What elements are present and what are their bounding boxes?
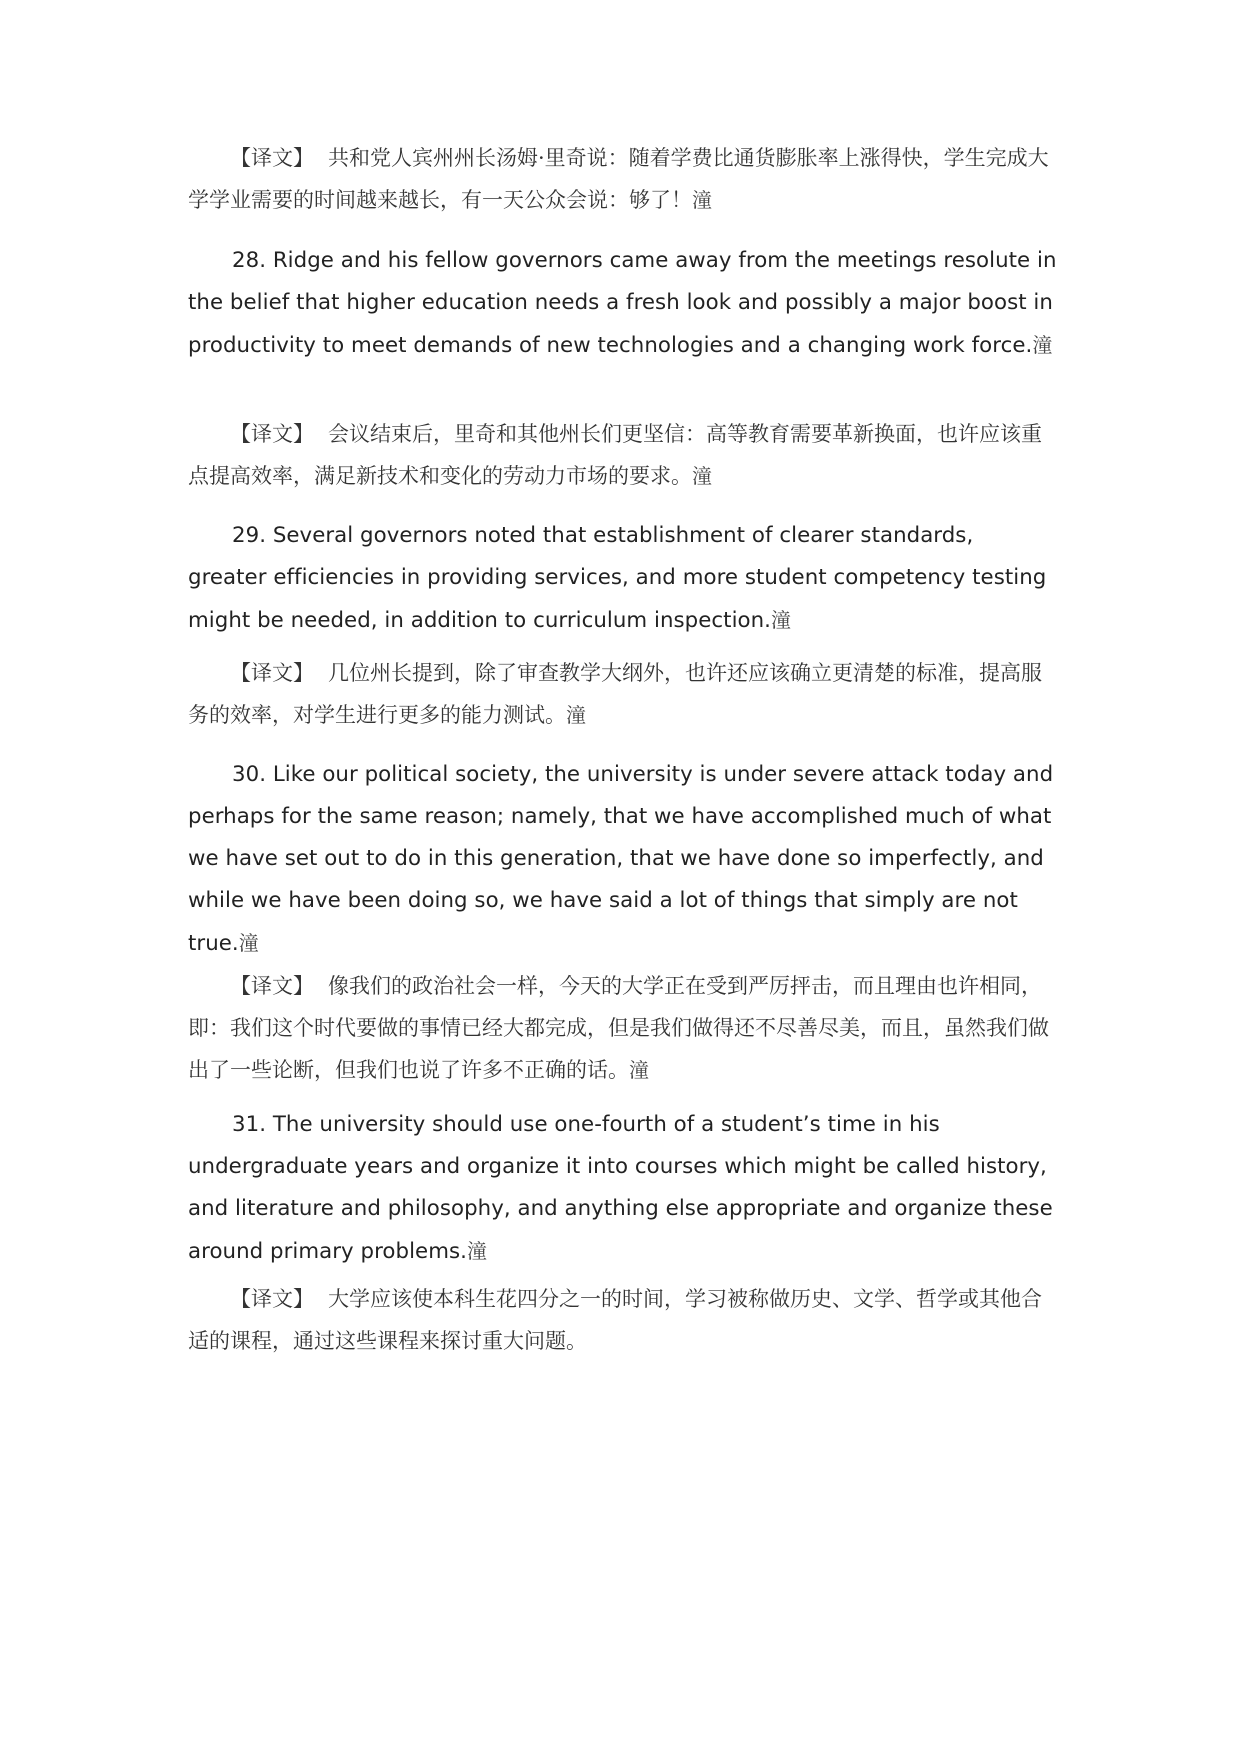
source-text: 29. Several governors noted that establishment of clearer standards, greater efficiencies in providing services, and more student competency testing might be needed, in addition to curriculum inspection.	[188, 523, 1047, 633]
translation-paragraph-27	[188, 137, 1058, 221]
paragraph-mark: 潼	[566, 703, 586, 727]
paragraph-mark: 潼	[692, 464, 712, 488]
translation-text: 大学应该使本科生花四分之一的时间，学习被称做历史、文学、哲学或其他合适的课程，通过这些课程来探讨重大问题。	[188, 1287, 1042, 1353]
source-text: 30. Like our political society, the university is under severe attack today and perhaps for the same reason; namely, that we have accomplished much of what we have set out to do in this generation, that we have done so imperfectly, and while we have been doing so, we have said a lot of things that simply are not true.	[188, 762, 1054, 956]
paragraph-mark: 潼	[629, 1058, 649, 1082]
paragraph-mark: 潼	[466, 1239, 488, 1263]
translation-paragraph-28	[188, 413, 1058, 497]
translation-paragraph-30	[188, 965, 1058, 1091]
translation-label: 【译文】	[230, 146, 314, 170]
translation-paragraph-29	[188, 652, 1058, 736]
paragraph-mark: 潼	[1032, 333, 1053, 357]
source-text: 28. Ridge and his fellow governors came away from the meetings resolute in the belief that higher education needs a fresh look and possibly a major boost in productivity to meet demands of new technologies and a changing work force.	[188, 248, 1057, 358]
source-paragraph-31	[188, 1104, 1058, 1273]
source-text: 31. The university should use one-fourth of a student’s time in his undergraduate years and organize it into courses which might be called history, and literature and philosophy, and anything else appropriate and organize these around primary problems.	[188, 1112, 1053, 1264]
translation-label: 【译文】	[230, 422, 314, 446]
source-paragraph-29	[188, 515, 1058, 642]
source-paragraph-30	[188, 754, 1058, 965]
translation-text: 像我们的政治社会一样，今天的大学正在受到严厉抨击，而且理由也许相同，即：我们这个时代要做的事情已经大都完成，但是我们做得还不尽善尽美，而且，虽然我们做出了一些论断，但我们也说了许多不正确的话。	[188, 974, 1049, 1082]
translation-text: 会议结束后，里奇和其他州长们更坚信：高等教育需要革新换面，也许应该重点提高效率，满足新技术和变化的劳动力市场的要求。	[188, 422, 1042, 488]
paragraph-mark: 潼	[238, 931, 259, 955]
translation-text: 共和党人宾州州长汤姆·里奇说：随着学费比通货膨胀率上涨得快，学生完成大学学业需要的时间越来越长，有一天公众会说：够了！	[188, 146, 1049, 212]
translation-paragraph-31	[188, 1278, 1058, 1362]
paragraph-mark: 潼	[692, 188, 712, 212]
translation-label: 【译文】	[230, 1287, 314, 1311]
source-paragraph-28	[188, 240, 1058, 367]
translation-text: 几位州长提到，除了审查教学大纲外，也许还应该确立更清楚的标准，提高服务的效率，对学生进行更多的能力测试。	[188, 661, 1042, 727]
paragraph-mark: 潼	[770, 608, 792, 632]
translation-label: 【译文】	[230, 661, 314, 685]
translation-label: 【译文】	[230, 974, 314, 998]
